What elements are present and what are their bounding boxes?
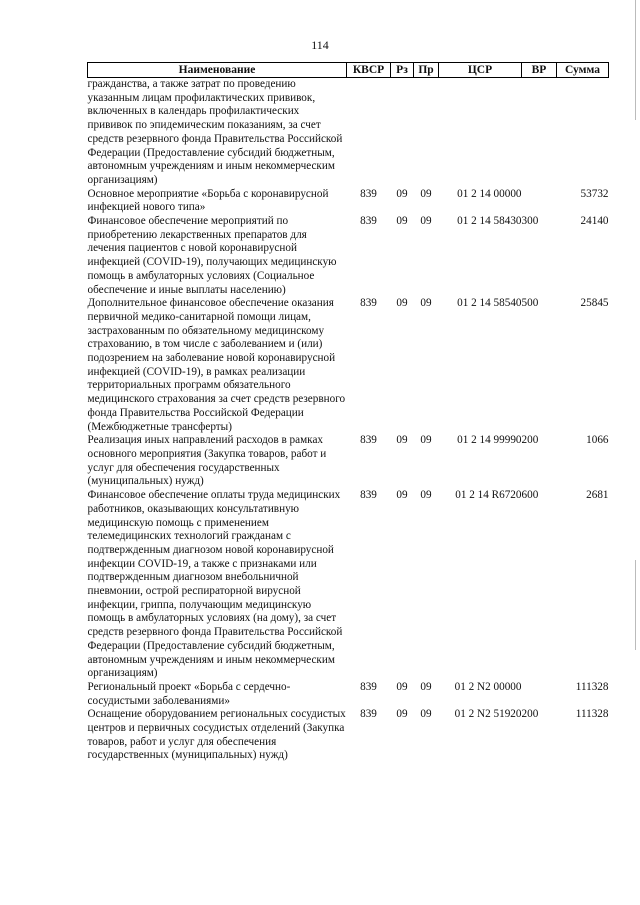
row-rz	[391, 78, 414, 188]
row-sum: 24140	[580, 215, 609, 228]
table-row	[88, 681, 609, 708]
row-vr: 600	[521, 489, 539, 502]
row-pr: 09	[420, 680, 432, 693]
row-sum: 25845	[580, 297, 609, 310]
header-kvsr: КВСР	[347, 63, 391, 78]
header-name: Наименование	[88, 63, 347, 78]
row-sum: 111328	[575, 708, 609, 721]
header-csr: ЦСР	[439, 63, 522, 78]
row-rz: 09	[396, 187, 408, 200]
row-sum	[557, 78, 609, 188]
row-vr: 200	[521, 708, 539, 721]
row-name: Дополнительное финансовое обеспечение оказания первичной медико-санитарной помощи лицам, застрахованным по обязательному медицинскому страхованию, в том числе с заболеванием и (или) подозрением на заболевание новой коронавирусной инфекцией (COVID-19), в рамках реализации территориальных программ обязательного медицинского страхования за счет средств резервного фонда Правительства Российской Федерации (Межбюджетные трансферты)	[87, 297, 346, 433]
row-rz: 09	[396, 297, 408, 310]
row-csr: 01 2 14 00000	[457, 187, 522, 200]
page-number: 114	[311, 38, 329, 52]
row-name: Основное мероприятие «Борьба с коронавирусной инфекцией нового типа»	[87, 187, 329, 214]
row-kvsr: 839	[360, 434, 377, 447]
row-csr	[439, 78, 522, 188]
row-rz: 09	[396, 489, 408, 502]
row-name: Финансовое обеспечение мероприятий по приобретению лекарственных препаратов для лечения пациентов с новой коронавирусной инфекцией (COVID-19), получающих медицинскую помощь в амбулаторных условиях (Социальное обеспечение и иные выплаты населению)	[87, 215, 337, 296]
row-vr: 300	[521, 215, 539, 228]
table-row	[88, 188, 609, 215]
row-name: гражданства, а также затрат по проведению указанным лицам профилактических прививок, включенных в календарь профилактических прививок по эпидемическим показаниям, за счет средств резервного фонда Правительства Российской Федерации (Предоставление субсидий бюджетным, автономным учреждениям и иным некоммерческим организациям)	[87, 78, 343, 186]
scan-edge-mark	[635, 560, 636, 650]
row-sum: 53732	[580, 187, 609, 200]
row-vr	[522, 78, 557, 188]
table-row	[88, 78, 609, 188]
row-csr: 01 2 14 99990	[457, 434, 522, 447]
row-csr: 01 2 14 R6720	[455, 489, 522, 502]
row-name: Оснащение оборудованием региональных сосудистых центров и первичных сосудистых отделений (Закупка товаров, работ и услуг для обеспечения государственных (муниципальных) нужд)	[87, 708, 346, 762]
row-pr: 09	[420, 187, 432, 200]
header-vr: ВР	[522, 63, 557, 78]
row-vr	[522, 188, 557, 215]
row-csr: 01 2 14 58430	[457, 215, 522, 228]
row-pr: 09	[420, 708, 432, 721]
row-pr: 09	[420, 297, 432, 310]
row-kvsr	[347, 78, 391, 188]
table-row	[88, 215, 609, 297]
header-pr: Пр	[414, 63, 439, 78]
row-pr: 09	[420, 434, 432, 447]
row-kvsr: 839	[360, 489, 377, 502]
header-rz: Рз	[391, 63, 414, 78]
row-vr: 500	[521, 297, 539, 310]
row-sum: 2681	[586, 489, 609, 502]
row-name: Финансовое обеспечение оплаты труда медицинских работников, оказывающих консультативную медицинскую помощь с применением телемедицинских технологий гражданам с подтвержденным диагнозом новой коронавирусной инфекции COVID-19, а также с признаками или подтвержденным диагнозом внебольничной пневмонии, острой респираторной вирусной инфекции, гриппа, получающим медицинскую помощь в амбулаторных условиях (на дому), за счет средств резервного фонда Правительства Российской Федерации (Предоставление субсидий бюджетным, автономным учреждениям и иным некоммерческим организациям)	[87, 489, 343, 680]
row-sum: 1066	[586, 434, 609, 447]
row-csr: 01 2 14 58540	[457, 297, 522, 310]
table-row	[88, 297, 609, 434]
table-header-row	[88, 63, 609, 78]
row-vr	[522, 681, 557, 708]
header-sum: Сумма	[557, 63, 609, 78]
row-name: Региональный проект «Борьба с сердечно-сосудистыми заболеваниями»	[87, 680, 291, 707]
row-pr: 09	[420, 489, 432, 502]
row-vr: 200	[521, 434, 539, 447]
row-kvsr: 839	[360, 215, 377, 228]
row-pr: 09	[420, 215, 432, 228]
table-row	[88, 489, 609, 681]
row-pr	[414, 78, 439, 188]
row-name: Реализация иных направлений расходов в рамках основного мероприятия (Закупка товаров, работ и услуг для обеспечения государственных (муниципальных) нужд)	[87, 434, 327, 488]
row-kvsr: 839	[360, 708, 377, 721]
table-row	[88, 708, 609, 763]
row-kvsr: 839	[360, 297, 377, 310]
table-row	[88, 434, 609, 489]
row-csr: 01 2 N2 51920	[454, 708, 522, 721]
row-rz: 09	[396, 215, 408, 228]
row-kvsr: 839	[360, 680, 377, 693]
row-sum: 111328	[575, 680, 609, 693]
row-rz: 09	[396, 708, 408, 721]
row-kvsr: 839	[360, 187, 377, 200]
budget-table	[87, 62, 609, 763]
row-rz: 09	[396, 680, 408, 693]
row-csr: 01 2 N2 00000	[454, 680, 522, 693]
row-rz: 09	[396, 434, 408, 447]
scan-edge-mark	[635, 0, 636, 120]
